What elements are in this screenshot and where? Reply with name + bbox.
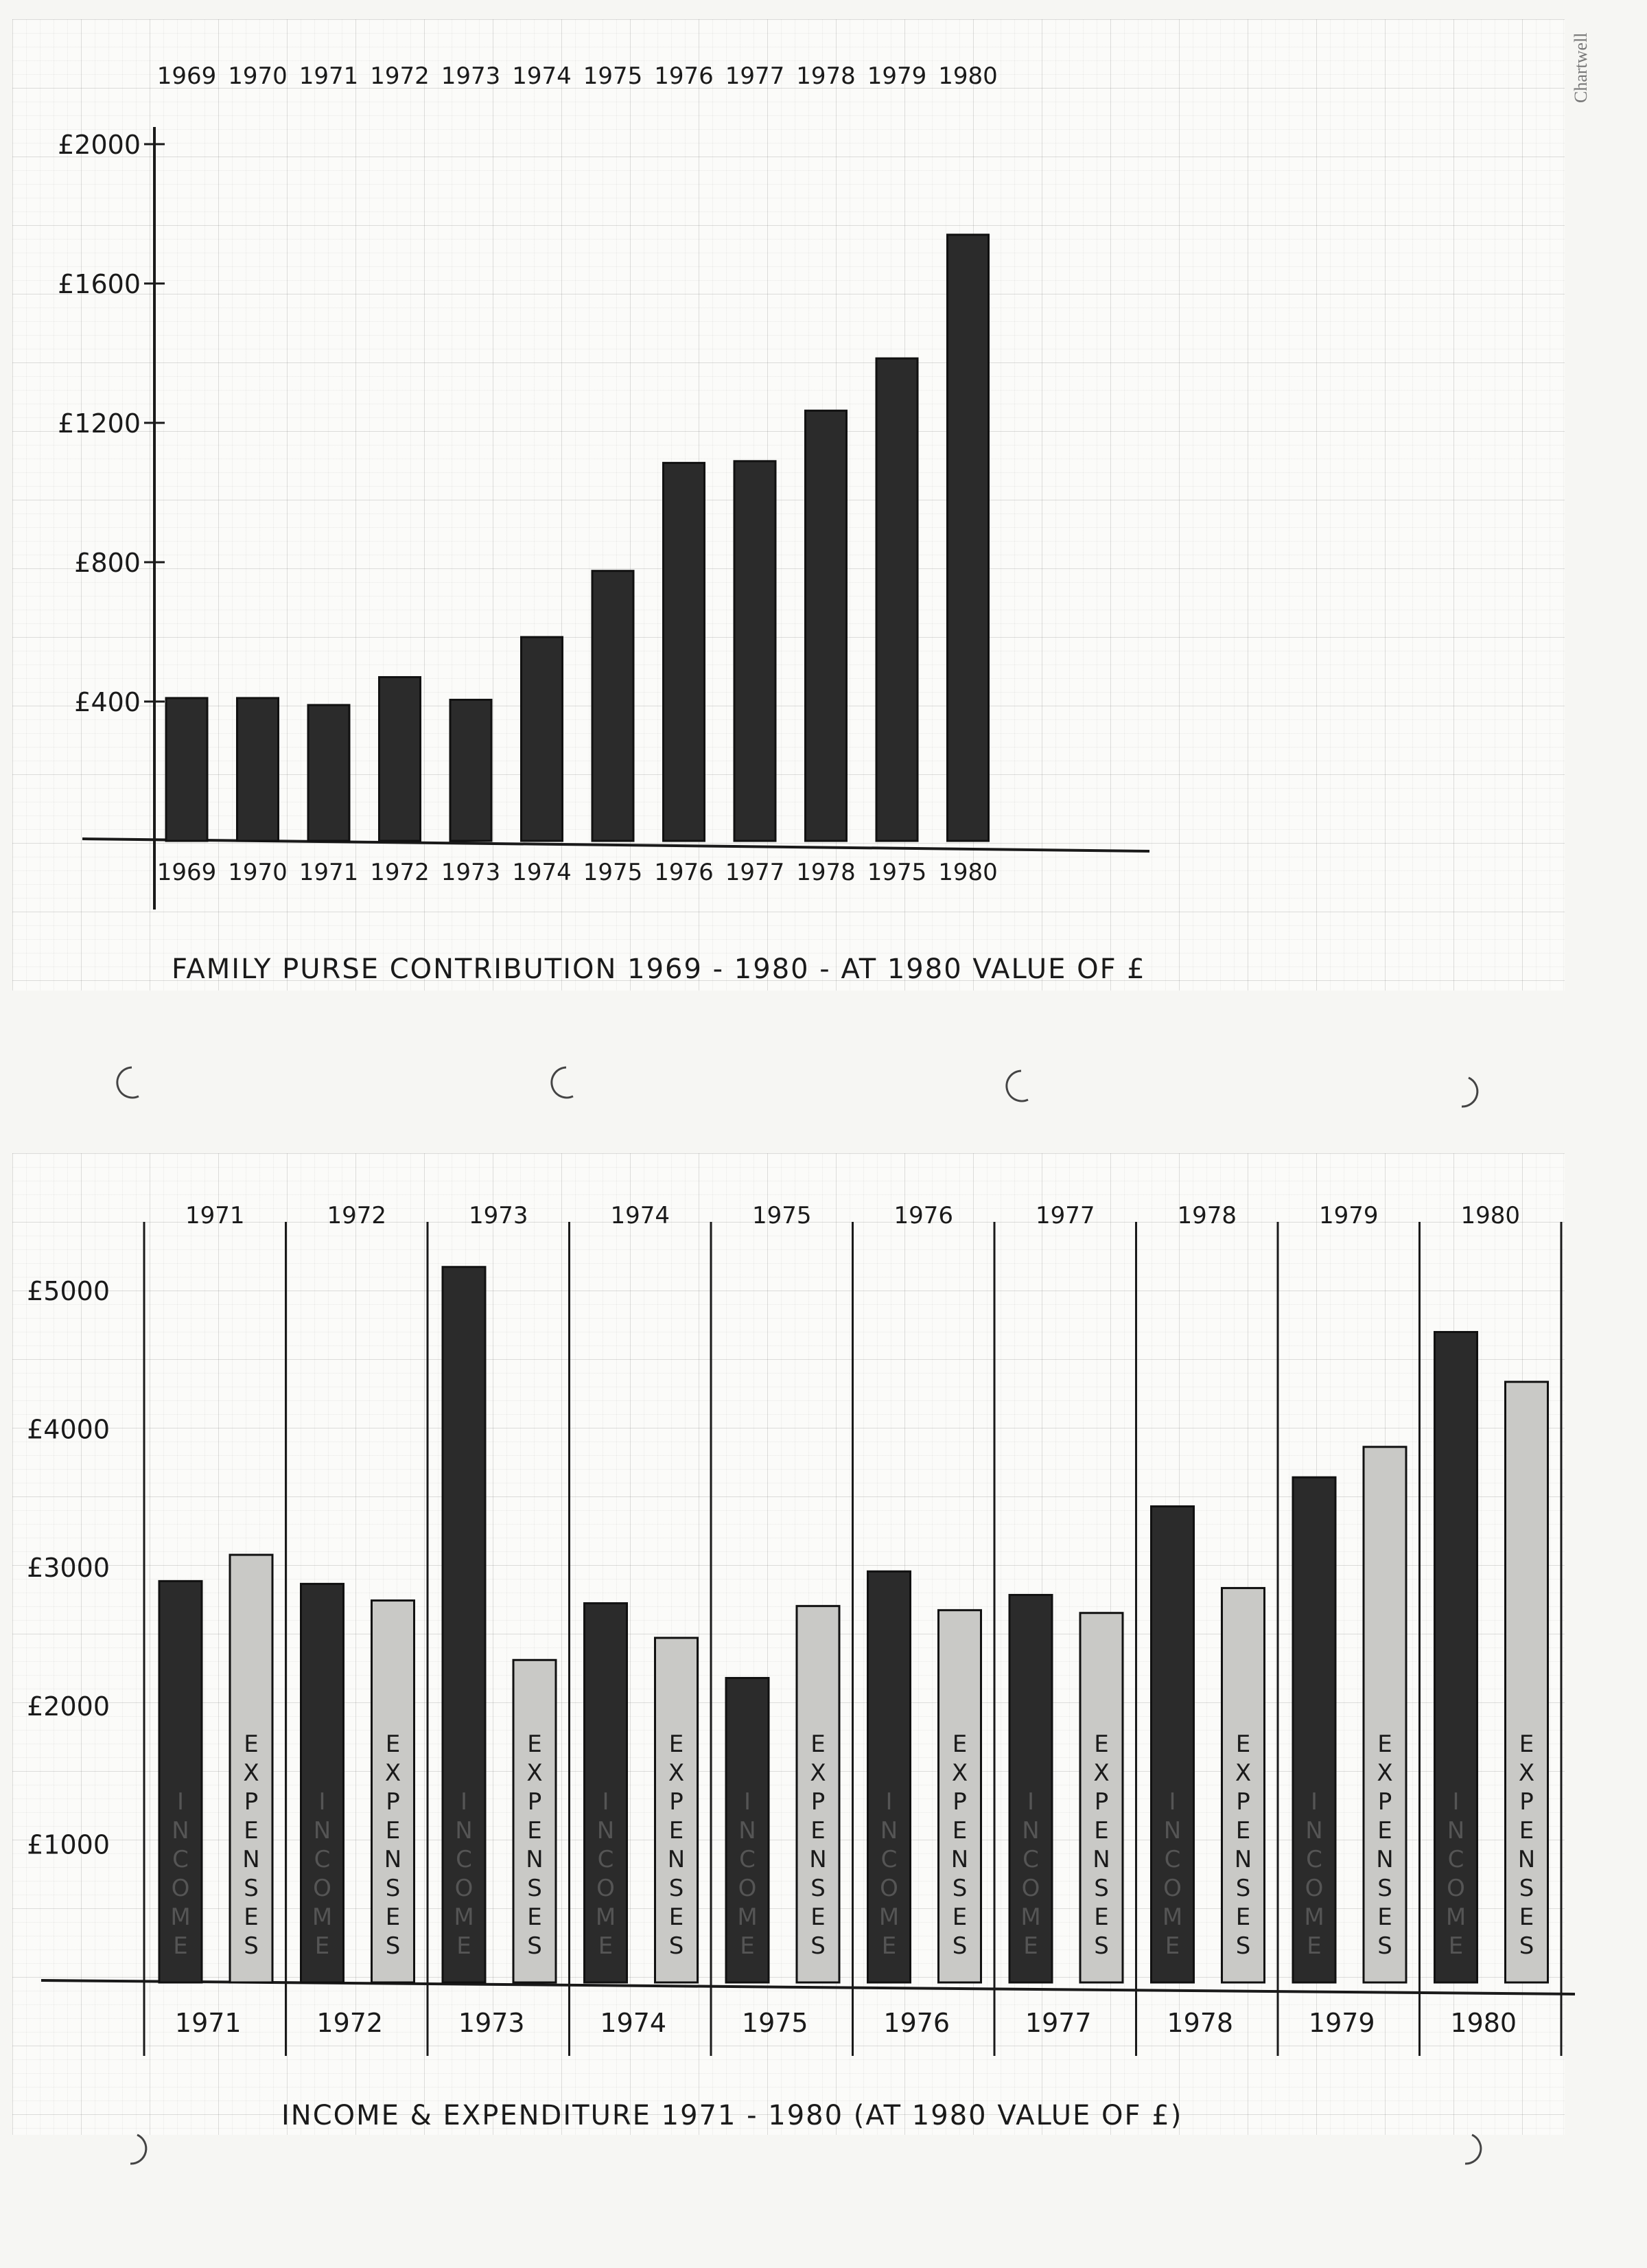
bar-series-letter: P [953,1788,967,1816]
bar-series-letter: M [1304,1903,1324,1931]
bar-series-letter: O [596,1875,615,1902]
bar-series-letter: E [1235,1731,1251,1758]
bar-series-letter: E [1094,1731,1109,1758]
bar-series-letter: S [1519,1932,1534,1960]
bar-series-letter: N [738,1817,756,1844]
bar-series-letter: S [244,1875,259,1902]
top-year-label-above: 1973 [441,62,501,90]
bottom-chart-title: INCOME & EXPENDITURE 1971 - 1980 (AT 1980 VALUE OF £) [281,2100,1183,2131]
bar-series-letter: E [527,1817,542,1844]
bottom-x-tick-label: 1977 [1025,2008,1092,2038]
bottom-y-ticks [27,1276,110,1860]
bar-series-letter: E [1235,1817,1251,1844]
bar-series-letter: I [885,1788,893,1816]
bar-series-letter: O [1305,1875,1324,1902]
bar-series-letter: M [878,1903,900,1931]
bar-series-letter: X [526,1759,543,1787]
top-year-label-above: 1979 [867,62,927,90]
bottom-x-tick-label: 1975 [741,2008,808,2038]
bottom-x-tick-label: 1976 [883,2008,950,2038]
top-y-tick-label: £2000 [58,130,141,160]
bar-series-letter: E [810,1903,826,1931]
top-year-label-above: 1972 [370,62,430,90]
bar-series-letter: E [1377,1903,1392,1931]
bar-series-letter: N [313,1817,331,1844]
bar-series-letter: E [598,1932,614,1960]
bar-series-letter: C [880,1846,898,1873]
bar-series-letter: E [244,1817,259,1844]
bar-series-letter: I [318,1788,326,1816]
bar-series-letter: S [385,1932,401,1960]
bar-series-letter: N [880,1817,898,1844]
bar-series-letter: E [244,1731,259,1758]
bar-series-letter: P [527,1788,542,1816]
punch-hole [130,2135,146,2164]
top-x-tick-label: 1980 [938,859,998,886]
top-bar [237,698,279,841]
bar-series-letter: I [460,1788,468,1816]
punch-hole [1007,1071,1028,1101]
bar-series-letter: E [385,1731,401,1758]
bar-series-letter: C [1164,1846,1181,1873]
top-year-label-above: 1977 [725,62,785,90]
bottom-y-tick-label: £3000 [27,1553,110,1584]
top-bar [734,461,775,841]
bar-series-letter: C [172,1846,189,1873]
top-bar [379,677,421,841]
bar-series-letter: N [242,1846,260,1873]
bar-series-letter: E [527,1731,542,1758]
top-x-tick-label: 1975 [867,859,927,886]
top-chart-title: FAMILY PURSE CONTRIBUTION 1969 - 1980 - AT 1980 VALUE OF £ [172,953,1146,985]
top-x-tick-label: 1975 [583,859,643,886]
top-year-label-above: 1975 [583,62,643,90]
bottom-x-tick-label: 1972 [316,2008,384,2038]
bar-series-letter: X [1093,1759,1110,1787]
bar-series-letter: E [810,1817,826,1844]
bar-series-letter: M [737,1903,758,1931]
punch-hole [1465,2135,1481,2164]
top-bar [806,410,847,841]
bar-series-letter: C [1023,1846,1039,1873]
bar-series-letter: S [1519,1875,1534,1902]
bar-series-letter: C [597,1846,614,1873]
bar-series-letter: N [667,1846,686,1873]
top-x-tick-label: 1978 [796,859,856,886]
bottom-y-tick-label: £2000 [27,1691,110,1722]
bar-series-letter: P [244,1788,259,1816]
bar-series-letter: E [1307,1932,1322,1960]
bar-series-letter: S [527,1875,542,1902]
bar-series-letter: C [456,1846,472,1873]
top-bar [308,705,349,841]
top-year-label-above: 1976 [654,62,714,90]
bar-series-letter: E [810,1731,826,1758]
bar-series-letter: X [1235,1759,1252,1787]
bar-series-letter: E [1519,1903,1534,1931]
bar-series-letter: X [951,1759,968,1787]
bar-series-letter: C [739,1846,756,1873]
bar-series-letter: M [595,1903,616,1931]
bar-series-letter: E [456,1932,471,1960]
bar-series-letter: X [810,1759,826,1787]
top-year-label-above: 1969 [156,62,217,90]
bar-series-letter: N [1305,1817,1323,1844]
bottom-x-tick-label: 1973 [458,2008,525,2038]
bar-series-letter: O [880,1875,898,1902]
bar-series-letter: S [1094,1875,1109,1902]
bar-series-letter: P [669,1788,684,1816]
bar-series-letter: M [1162,1903,1183,1931]
bar-series-letter: X [243,1759,259,1787]
bottom-y-tick-label: £4000 [27,1414,110,1445]
bottom-y-tick-label: £1000 [27,1829,110,1860]
top-bar [948,235,989,841]
bar-series-letter: M [1020,1903,1041,1931]
bar-series-letter: N [455,1817,473,1844]
bar-series-letter: N [1234,1846,1252,1873]
bar-series-letter: E [385,1817,401,1844]
bottom-x-tick-label: 1979 [1308,2008,1375,2038]
bottom-y-tick-label: £5000 [27,1276,110,1306]
bar-series-letter: O [313,1875,331,1902]
bar-series-letter: C [314,1846,331,1873]
bar-series-letter: S [1377,1932,1392,1960]
bar-series-letter: S [1235,1875,1251,1902]
bar-series-letter: E [1094,1903,1109,1931]
bar-series-letter: X [1518,1759,1535,1787]
bar-series-letter: N [1093,1846,1110,1873]
top-year-labels-above [157,62,998,90]
bottom-year-label-above: 1975 [751,1202,812,1229]
bar-series-letter: S [527,1932,542,1960]
bar-series-letter: I [1452,1788,1460,1816]
bar-series-letter: N [1517,1846,1536,1873]
top-bars [166,235,989,841]
bar-series-letter: C [1447,1846,1464,1873]
bar-series-letter: E [1094,1817,1109,1844]
bar-series-letter: S [668,1875,684,1902]
brand-mark: Chartwell [1571,32,1591,103]
bar-series-letter: S [952,1875,968,1902]
bar-series-letter: E [244,1903,259,1931]
top-year-label-above: 1978 [796,62,856,90]
bar-series-letter: N [1163,1817,1182,1844]
bar-series-letter: E [527,1903,542,1931]
bar-series-letter: S [1235,1932,1251,1960]
bar-series-letter: O [171,1875,190,1902]
bottom-year-label-above: 1971 [185,1202,245,1229]
bar-series-letter: E [1377,1817,1392,1844]
punch-hole [117,1067,139,1098]
bar-series-letter: P [386,1788,400,1816]
bar-series-letter: C [1306,1846,1322,1873]
bottom-year-label-above: 1979 [1318,1202,1379,1229]
bar-series-letter: M [312,1903,333,1931]
bar-series-letter: M [1445,1903,1467,1931]
bar-series-letter: E [173,1932,188,1960]
top-x-tick-label: 1977 [725,859,785,886]
bottom-year-label-above: 1972 [327,1202,387,1229]
top-year-label-above: 1971 [299,62,359,90]
bar-series-letter: E [668,1731,684,1758]
bar-series-letter: E [740,1932,755,1960]
bar-series-letter: E [1377,1731,1392,1758]
top-x-tick-label: 1969 [156,859,217,886]
top-chart [58,62,1149,985]
top-bar [664,463,705,841]
top-y-ticks [58,130,165,717]
top-bar [592,571,633,841]
bar-series-letter: S [810,1932,826,1960]
bar-series-letter: S [385,1875,401,1902]
bar-series-letter: S [1377,1875,1392,1902]
bar-series-letter: I [602,1788,609,1816]
bar-series-letter: I [1310,1788,1318,1816]
bar-series-letter: O [738,1875,757,1902]
bar-series-letter: N [384,1846,402,1873]
bar-series-letter: N [172,1817,189,1844]
top-x-tick-label: 1976 [654,859,714,886]
bar-series-letter: I [176,1788,185,1816]
bar-series-letter: E [314,1932,330,1960]
bar-series-letter: E [1519,1731,1534,1758]
bar-series-letter: I [1169,1788,1176,1816]
bar-series-letter: P [1094,1788,1109,1816]
bar-series-letter: N [1447,1817,1465,1844]
top-year-label-above: 1980 [938,62,998,90]
bar-series-letter: N [596,1817,615,1844]
bar-series-letter: E [881,1932,897,1960]
bar-series-letter: N [1022,1817,1040,1844]
bar-series-letter: S [952,1932,968,1960]
bottom-x-tick-label: 1978 [1167,2008,1234,2038]
bottom-x-tick-label: 1974 [600,2008,667,2038]
bar-series-letter: P [1377,1788,1392,1816]
bar-series-letter: O [1163,1875,1182,1902]
top-bar [166,698,207,841]
bottom-year-label-above: 1980 [1460,1202,1521,1229]
top-bar [450,699,491,841]
bar-series-letter: X [1377,1759,1393,1787]
bar-series-letter: N [526,1846,544,1873]
bottom-year-label-above: 1977 [1035,1202,1095,1229]
bar-series-letter: P [1236,1788,1250,1816]
top-y-tick-label: £1600 [58,269,141,299]
bar-series-letter: S [810,1875,826,1902]
bar-series-letter: S [668,1932,684,1960]
top-x-tick-label: 1972 [370,859,430,886]
bar-series-letter: P [810,1788,826,1816]
punch-hole [552,1067,573,1098]
bar-series-letter: O [1447,1875,1465,1902]
top-year-labels-below [157,859,998,886]
bar-series-letter: O [1021,1875,1040,1902]
bottom-year-label-above: 1973 [468,1202,528,1229]
bottom-year-dividers [144,1222,1561,2056]
bottom-year-label-above: 1974 [610,1202,670,1229]
top-x-tick-label: 1970 [228,859,288,886]
bar-series-letter: E [1023,1932,1038,1960]
bar-series-letter: M [454,1903,474,1931]
top-bar [522,637,563,841]
bar-series-letter: I [1027,1788,1035,1816]
bar-series-letter: P [1519,1788,1534,1816]
top-x-tick-label: 1971 [299,859,359,886]
bar-series-letter: E [952,1731,968,1758]
bar-series-letter: E [668,1903,684,1931]
top-year-label-above: 1970 [228,62,288,90]
bar-series-letter: N [950,1846,969,1873]
bar-series-letter: E [952,1817,968,1844]
bottom-year-label-above: 1978 [1177,1202,1237,1229]
bar-series-letter: E [1235,1903,1251,1931]
bottom-year-labels-below [175,2008,1517,2038]
bar-series-letter: E [385,1903,401,1931]
top-x-tick-label: 1974 [512,859,572,886]
bar-series-letter: E [952,1903,968,1931]
bar-series-letter: E [1448,1932,1464,1960]
bar-series-letter: E [1165,1932,1180,1960]
bar-series-letter: S [1094,1932,1109,1960]
bottom-x-tick-label: 1980 [1450,2008,1517,2038]
bar-series-letter: S [244,1932,259,1960]
bottom-chart [27,1202,1575,2131]
bar-series-letter: O [454,1875,474,1902]
top-y-tick-label: £1200 [58,408,141,439]
bottom-x-tick-label: 1971 [174,2008,242,2038]
bottom-year-label-above: 1976 [893,1202,954,1229]
top-y-tick-label: £400 [74,687,141,717]
top-bar [876,358,918,841]
bar-series-letter: X [668,1759,685,1787]
bar-series-letter: N [1376,1846,1394,1873]
bar-series-letter: X [384,1759,401,1787]
top-x-tick-label: 1973 [441,859,501,886]
bar-series-letter: M [170,1903,191,1931]
top-y-tick-label: £800 [74,548,141,578]
bar-series-letter: N [809,1846,827,1873]
bar-series-letter: E [668,1817,684,1844]
top-year-label-above: 1974 [512,62,572,90]
bar-series-letter: I [743,1788,751,1816]
punch-hole [1462,1078,1477,1107]
bar-series-letter: E [1519,1817,1534,1844]
